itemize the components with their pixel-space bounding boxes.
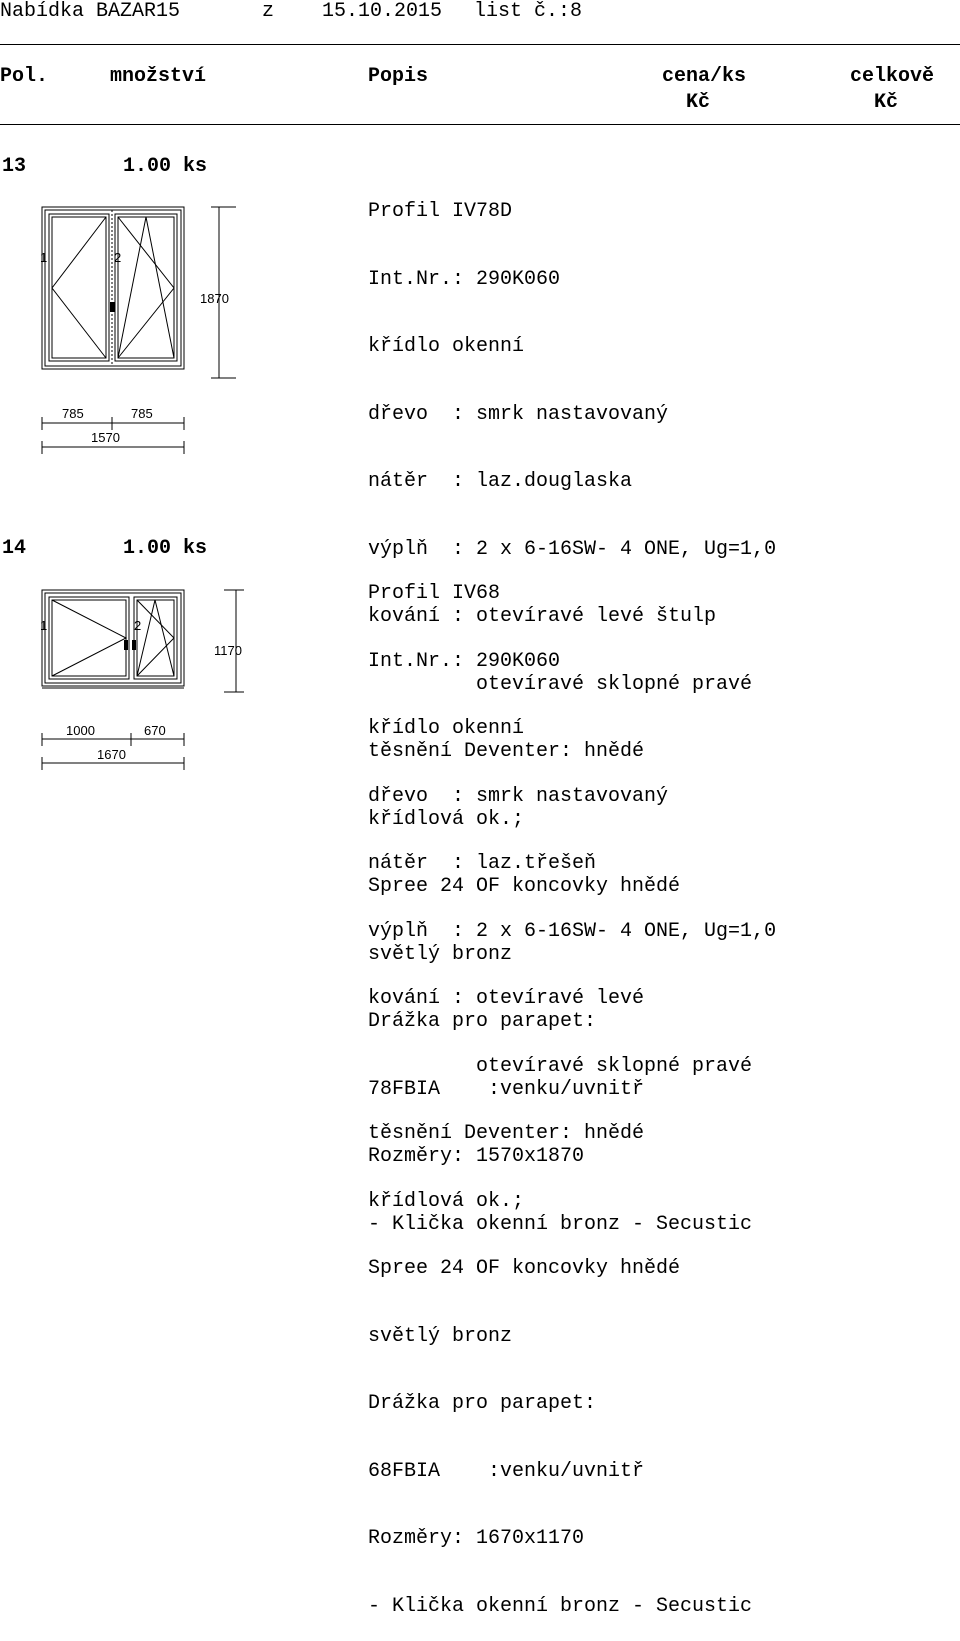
desc-line: Rozměry: 1670x1170 xyxy=(368,1527,585,1550)
desc-line: nátěr : laz.douglaska xyxy=(368,470,633,493)
width-label: 785 xyxy=(62,406,84,421)
desc-line: Int.Nr.: 290K060 xyxy=(368,649,561,673)
sash-left xyxy=(49,214,109,361)
desc-line: výplň : 2 x 6-16SW- 4 ONE, Ug=1,0 xyxy=(368,919,777,943)
desc-line: Spree 24 OF koncovky hnědé xyxy=(368,875,681,898)
window-frame xyxy=(42,590,184,686)
desc-line: křídlo okenní xyxy=(368,717,525,740)
sash-left-glass xyxy=(52,600,126,676)
width-label: 1000 xyxy=(66,723,95,738)
item-13-quantity: 1.00 ks xyxy=(123,155,208,178)
header-sheet: list č.:8 xyxy=(474,0,583,23)
item-13-window-drawing xyxy=(0,0,260,470)
sash-right-glass xyxy=(137,600,174,676)
sash-right-tilt-lines xyxy=(137,600,174,676)
sash-number: 1 xyxy=(40,618,48,633)
desc-line: křídlo okenní xyxy=(368,335,525,358)
desc-line: - Klička okenní bronz - Secustic xyxy=(368,1594,753,1618)
sash-number: 1 xyxy=(40,250,48,265)
item-14-position: 14 xyxy=(2,537,27,560)
desc-line: nátěr : laz.třešeň xyxy=(368,852,597,875)
desc-line: světlý bronz xyxy=(368,942,513,966)
desc-line: křídlová ok.; xyxy=(368,1189,525,1213)
header-z: z xyxy=(262,0,275,23)
desc-line: otevíravé sklopné pravé xyxy=(368,672,753,696)
col-quantity: množství xyxy=(110,65,207,88)
desc-line: Drážka pro parapet: xyxy=(368,1010,597,1033)
sash-left-glass xyxy=(52,217,106,358)
sash-right xyxy=(134,597,177,679)
desc-line: těsnění Deventer: hnědé xyxy=(368,740,645,763)
desc-line: 78FBIA :venku/uvnitř xyxy=(368,1077,645,1101)
desc-line: Rozměry: 1570x1870 xyxy=(368,1145,585,1168)
col-total-currency: Kč xyxy=(874,91,899,114)
handle-icon xyxy=(132,640,136,650)
sash-left-opening-lines xyxy=(52,600,126,676)
desc-line: Profil IV78D xyxy=(368,200,513,223)
width-label: 785 xyxy=(131,406,153,421)
sash-left xyxy=(49,597,129,679)
total-width-label: 1570 xyxy=(91,430,120,445)
sash-right-tilt-lines xyxy=(118,217,174,358)
desc-line: dřevo : smrk nastavovaný xyxy=(368,784,669,808)
item-14-description xyxy=(368,538,776,1641)
total-width-label: 1670 xyxy=(97,747,126,762)
desc-line: křídlová ok.; xyxy=(368,807,525,831)
header-date: 15.10.2015 xyxy=(322,0,443,23)
sash-right-glass xyxy=(118,217,174,358)
desc-line: světlý bronz xyxy=(368,1324,513,1348)
item-14-quantity: 1.00 ks xyxy=(123,537,208,560)
sash-number: 2 xyxy=(114,250,122,265)
desc-line: dřevo : smrk nastavovaný xyxy=(368,402,669,426)
col-total: celkově xyxy=(850,65,935,88)
sash-number: 2 xyxy=(134,618,142,633)
window-frame xyxy=(42,207,184,369)
desc-line: kování : otevíravé levé xyxy=(368,987,645,1010)
desc-line: Spree 24 OF koncovky hnědé xyxy=(368,1257,681,1280)
desc-line: 68FBIA :venku/uvnitř xyxy=(368,1459,645,1483)
col-unit-price: cena/ks xyxy=(662,65,747,88)
height-label: 1870 xyxy=(200,291,229,306)
height-label: 1170 xyxy=(214,643,242,658)
desc-line: Profil IV68 xyxy=(368,582,501,605)
item-13-position: 13 xyxy=(2,155,27,178)
sash-right xyxy=(115,214,177,361)
desc-line: Drážka pro parapet: xyxy=(368,1392,597,1415)
col-unit-price-currency: Kč xyxy=(686,91,711,114)
handle-icon xyxy=(124,640,128,650)
sash-right-turn-lines xyxy=(137,600,174,676)
desc-line: otevíravé sklopné pravé xyxy=(368,1054,753,1078)
desc-line: Int.Nr.: 290K060 xyxy=(368,267,561,291)
desc-line: těsnění Deventer: hnědé xyxy=(368,1122,645,1145)
sash-right-turn-lines xyxy=(118,217,174,358)
item-14-window-drawing xyxy=(0,560,260,780)
width-label: 670 xyxy=(144,723,166,738)
col-position: Pol. xyxy=(0,65,49,88)
document-title: Nabídka BAZAR15 xyxy=(0,0,181,23)
col-description: Popis xyxy=(368,65,429,88)
desc-line: výplň : 2 x 6-16SW- 4 ONE, Ug=1,0 xyxy=(368,537,777,561)
sash-left-opening-lines xyxy=(52,217,106,358)
desc-line: kování : otevíravé levé štulp xyxy=(368,605,717,628)
handle-icon xyxy=(110,302,115,312)
desc-line: - Klička okenní bronz - Secustic xyxy=(368,1212,753,1236)
